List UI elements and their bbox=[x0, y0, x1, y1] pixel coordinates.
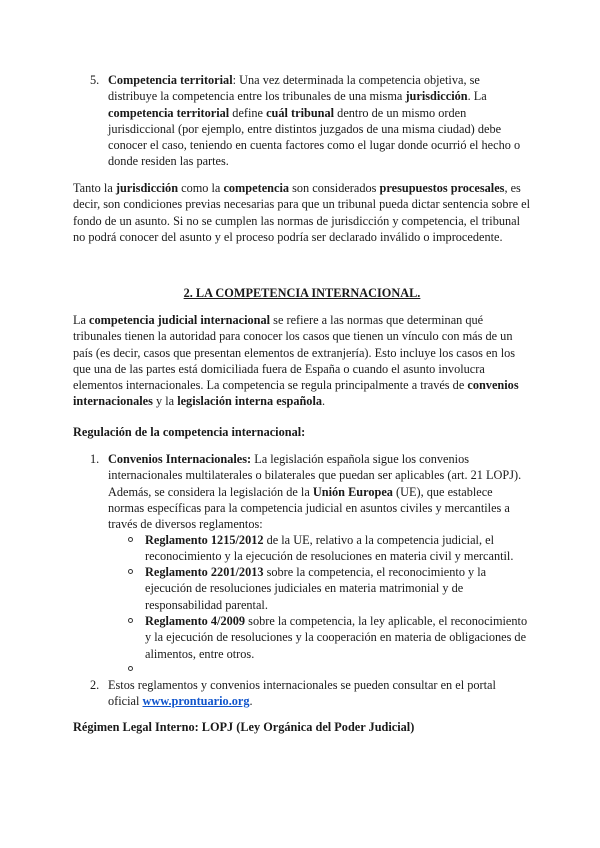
list-number-5: 5. bbox=[90, 73, 100, 87]
circle-bullet-icon bbox=[128, 666, 133, 671]
circle-bullet-icon bbox=[128, 618, 133, 623]
subheading-regimen-legal: Régimen Legal Interno: LOPJ (Ley Orgánica del Poder Judicial) bbox=[73, 720, 415, 734]
sub-item-reglamento-2201: Reglamento 2201/2013 sobre la competencia, el reconocimiento y la ejecución de resoluciones judiciales en materia matrimonial y de responsabilidad parental. bbox=[145, 565, 487, 612]
term-competencia-territorial: Competencia territorial bbox=[108, 73, 233, 87]
prontuario-link[interactable]: www.prontuario.org bbox=[142, 694, 250, 709]
list-item-convenios: Convenios Internacionales: La legislación española sigue los convenios internacionales multilaterales o bilaterales que puedan ser aplicables (art. 21 LOPJ). Además, se considera la legislación de la Unión Europea (UE), que establece normas específicas para la competencia judicial en asuntos civiles y mercantiles a través de diversos reglamentos: bbox=[108, 452, 522, 532]
presupuestos-paragraph: Tanto la jurisdicción como la competencia son considerados presupuestos procesales, es decir, son condiciones previas necesarias para que un tribunal pueda dictar sentencia sobre el fondo de un asunto. Si no se cumplen las normas de jurisdicción y competencia, el tribunal no podrá conocer del asunto y el proceso podría ser declarado inválido o improcedente. bbox=[73, 181, 531, 244]
competencia-internacional-paragraph: La competencia judicial internacional se refiere a las normas que determinan qué tribunales tienen la autoridad para conocer los casos que tienen un vínculo con más de un país (es decir, casos que presentan elementos de extranjería). Esto incluye los casos en los que una de las partes está domiciliada fuera de España o cuando el asunto involucra elementos internacionales. La competencia se regula principalmente a través de convenios internacionales y la legislación interna española. bbox=[73, 313, 519, 409]
subheading-regulacion: Regulación de la competencia internacional: bbox=[73, 425, 306, 439]
sub-item-reglamento-4-2009: Reglamento 4/2009 sobre la competencia, la ley aplicable, el reconocimiento y la ejecución de resoluciones y la cooperación en materia de obligaciones de alimentos, entre otros. bbox=[145, 614, 528, 661]
list-number-2: 2. bbox=[90, 678, 100, 692]
list-number-1: 1. bbox=[90, 452, 100, 466]
sub-item-reglamento-1215: Reglamento 1215/2012 de la UE, relativo a la competencia judicial, el reconocimiento y la ejecución de resoluciones en materia civil y mercantil. bbox=[145, 533, 514, 564]
item-5-paragraph: Competencia territorial: Una vez determinada la competencia objetiva, se distribuye la competencia entre los tribunales de una misma jurisdicción. La competencia territorial define cuál tribunal dentro de un mismo orden jurisdiccional (por ejemplo, entre distintos juzgados de una misma ciudad) debe conocer el caso, teniendo en cuenta factores como el lugar donde ocurrió el hecho o donde residen las partes. bbox=[108, 73, 521, 169]
section-heading: 2. LA COMPETENCIA INTERNACIONAL. bbox=[183, 286, 421, 300]
list-item-consulta: Estos reglamentos y convenios internacionales se pueden consultar en el portal oficial www.prontuario.org. bbox=[108, 678, 496, 709]
circle-bullet-icon bbox=[128, 537, 133, 542]
circle-bullet-icon bbox=[128, 569, 133, 574]
